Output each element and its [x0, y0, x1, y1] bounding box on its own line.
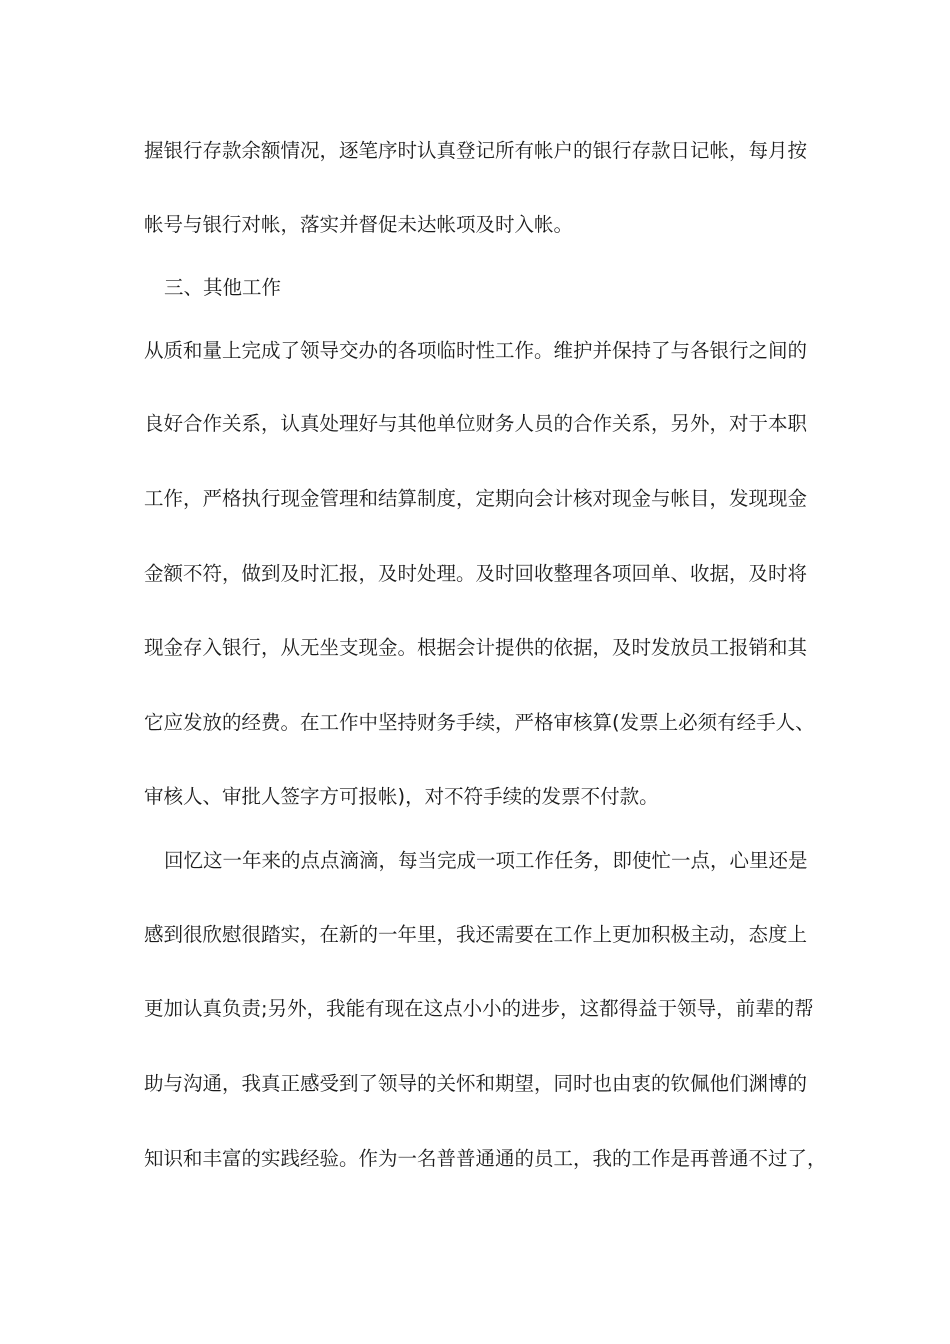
- text-line: 知识和丰富的实践经验。作为一名普普通通的员工，我的工作是再普通不过了，: [144, 1147, 827, 1170]
- paragraph-start-line: 回忆这一年来的点点滴滴，每当完成一项工作任务，即使忙一点，心里还是: [164, 849, 808, 872]
- text-line: 审核人、审批人签字方可报帐)，对不符手续的发票不付款。: [144, 785, 659, 808]
- text-line: 助与沟通，我真正感受到了领导的关怀和期望，同时也由衷的钦佩他们渊博的: [144, 1072, 808, 1095]
- section-heading: 三、其他工作: [164, 276, 282, 299]
- text-line: 金额不符，做到及时汇报，及时处理。及时回收整理各项回单、收据，及时将: [144, 562, 808, 585]
- text-line: 感到很欣慰很踏实，在新的一年里，我还需要在工作上更加积极主动，态度上: [144, 923, 808, 946]
- text-line: 握银行存款余额情况，逐笔序时认真登记所有帐户的银行存款日记帐，每月按: [144, 139, 808, 162]
- text-line: 帐号与银行对帐，落实并督促未达帐项及时入帐。: [144, 213, 574, 236]
- text-line: 现金存入银行，从无坐支现金。根据会计提供的依据，及时发放员工报销和其: [144, 636, 808, 659]
- text-line: 更加认真负责;另外，我能有现在这点小小的进步，这都得益于领导，前辈的帮: [144, 997, 814, 1020]
- text-line: 良好合作关系，认真处理好与其他单位财务人员的合作关系，另外，对于本职: [144, 412, 808, 435]
- text-line: 从质和量上完成了领导交办的各项临时性工作。维护并保持了与各银行之间的: [144, 339, 808, 362]
- text-line: 工作，严格执行现金管理和结算制度，定期向会计核对现金与帐目，发现现金: [144, 487, 808, 510]
- text-line: 它应发放的经费。在工作中坚持财务手续，严格审核算(发票上必须有经手人、: [144, 711, 815, 734]
